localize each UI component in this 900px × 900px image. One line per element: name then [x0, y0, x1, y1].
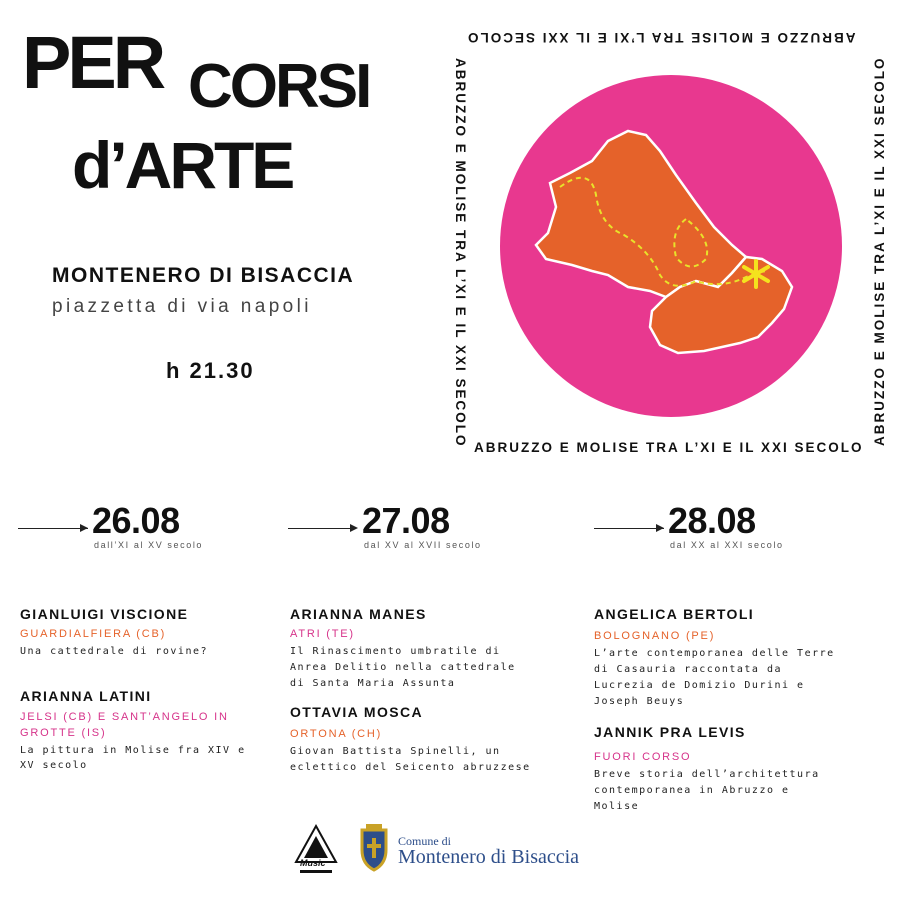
frame-text-left: ABRUZZO E MOLISE TRA L’XI E IL XXI SECOLO: [453, 58, 468, 448]
event-location: FUORI CORSO: [594, 751, 692, 763]
event-title: La pittura in Molise fra XIV e: [20, 745, 246, 756]
speaker-name: JANNIK PRA LEVIS: [594, 724, 746, 740]
event-hour: h 21.30: [166, 358, 255, 383]
event-title: Il Rinascimento umbratile di: [290, 646, 501, 657]
title-arte: d’ARTE: [72, 128, 293, 202]
event-title: L’arte contemporanea delle Terre: [594, 648, 835, 659]
event-title-cont: di Santa Maria Assunta: [290, 678, 456, 689]
date-2: 27.08: [362, 500, 450, 541]
event-title: Una cattedrale di rovine?: [20, 646, 209, 657]
frame-text-right: ABRUZZO E MOLISE TRA L’XI E IL XXI SECOLO: [872, 56, 887, 446]
event-title: Giovan Battista Spinelli, un: [290, 746, 501, 757]
abruzzo-region: [536, 131, 746, 297]
speaker-name: OTTAVIA MOSCA: [290, 704, 424, 720]
date-1-sub: dall’XI al XV secolo: [94, 540, 204, 550]
speaker-name: ANGELICA BERTOLI: [594, 606, 755, 622]
arrow-head-2: [350, 524, 358, 532]
abruzzo-molise-map: [500, 75, 842, 417]
date-3-sub: dal XX al XXI secolo: [670, 540, 784, 550]
event-location: GUARDIALFIERA (CB): [20, 628, 167, 640]
music-logo-text: Music: [300, 858, 326, 868]
speaker-name: ARIANNA LATINI: [20, 688, 152, 704]
speaker-name: ARIANNA MANES: [290, 606, 427, 622]
title-corsi: CORSI: [188, 52, 370, 121]
date-3: 28.08: [668, 500, 756, 541]
event-title-cont: Molise: [594, 801, 640, 812]
frame-text-bottom: ABRUZZO E MOLISE TRA L’XI E IL XXI SECOLO: [474, 440, 864, 455]
speaker-name: GIANLUIGI VISCIONE: [20, 606, 189, 622]
event-location-cont: GROTTE (IS): [20, 727, 107, 739]
arrow-line-3: [594, 528, 664, 529]
comune-label-small: Comune di: [398, 834, 451, 848]
event-title-cont: di Casauria raccontata da: [594, 664, 783, 675]
comune-crest-icon: [356, 824, 392, 872]
event-location: BOLOGNANO (PE): [594, 630, 716, 642]
venue-name: MONTENERO DI BISACCIA: [52, 264, 355, 287]
event-title-cont: eclettico del Seicento abruzzese: [290, 762, 531, 773]
venue-place: piazzetta di via napoli: [52, 296, 312, 317]
frame-text-top: ABRUZZO E MOLISE TRA L’XI E IL XXI SECOLO: [466, 30, 856, 45]
arrow-line-1: [18, 528, 88, 529]
event-title-cont: Lucrezia de Domizio Durini e: [594, 680, 805, 691]
event-location: JELSI (CB) E SANT’ANGELO IN: [20, 711, 229, 723]
arrow-line-2: [288, 528, 356, 529]
event-title-cont: XV secolo: [20, 760, 88, 771]
event-title-cont: Anrea Delitio nella cattedrale: [290, 662, 516, 673]
event-title-cont: contemporanea in Abruzzo e: [594, 785, 790, 796]
music-logo-icon: [292, 822, 340, 878]
title-per: PER: [22, 21, 163, 104]
event-location: ATRI (TE): [290, 628, 355, 640]
comune-label-big: Montenero di Bisaccia: [398, 846, 580, 868]
date-2-sub: dal XV al XVII secolo: [364, 540, 482, 550]
arrow-head-1: [80, 524, 88, 532]
event-title: Breve storia dell’architettura: [594, 769, 820, 780]
event-title-cont: Joseph Beuys: [594, 696, 685, 707]
event-location: ORTONA (CH): [290, 728, 383, 740]
date-1: 26.08: [92, 500, 180, 541]
arrow-head-3: [656, 524, 664, 532]
